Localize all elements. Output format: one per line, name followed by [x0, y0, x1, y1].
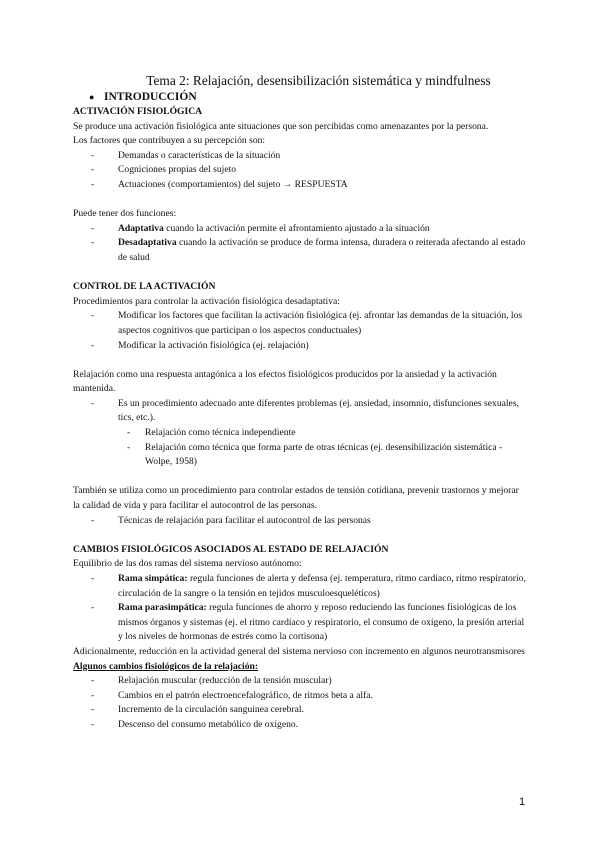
definition: regula funciones de ahorro y reposo reduciendo las funciones fisiológicas de los mismos órganos y sistemas (ej. el ritmo cardíaco y respiratorio, el consumo de oxígeno, la presión arterial y los niveles de hormonas de estrés como la cortisona) — [118, 602, 525, 643]
section-heading-control: CONTROL DE LA ACTIVACIÓN — [73, 281, 216, 293]
list-item: - Cambios en el patrón electroencefalográfico, de ritmos beta a alfa. — [91, 689, 528, 704]
list-item: - Relajación como técnica que forma parte de otras técnicas (ej. desensibilización sistemática -Wolpe, 1958) — [127, 441, 528, 470]
definition: cuando la activación se produce de forma intensa, duradera o reiterada afectando al estado de salud — [118, 237, 526, 263]
list-item: - Relajación como técnica independiente — [127, 426, 528, 441]
paragraph: Puede tener dos funciones: — [73, 208, 177, 220]
definition: cuando la activación permite el afrontamiento ajustado a la situación — [163, 222, 430, 234]
technique-list — [73, 514, 528, 529]
list-item: - Actuaciones (comportamientos) del sujeto → RESPUESTA — [91, 178, 528, 193]
page-number: 1 — [519, 796, 526, 808]
procedure-list — [73, 309, 528, 353]
relaxation-sublist — [73, 426, 528, 470]
paragraph: Se produce una activación fisiológica ante situaciones que son percibidas como amenazantes por la persona. — [73, 120, 489, 132]
term: Desadaptativa — [118, 237, 177, 249]
intro-heading — [89, 90, 528, 105]
changes-list — [73, 674, 528, 732]
list-item: - Relajación muscular (reducción de la tensión muscular) — [91, 674, 528, 689]
list-item: - Cogniciones propias del sujeto — [91, 163, 528, 178]
list-item — [91, 222, 528, 237]
document-page — [73, 72, 528, 733]
term: Rama parasimpática: — [118, 602, 207, 614]
list-item: - Modificar la activación fisiológica (ej. relajación) — [91, 339, 528, 354]
paragraph: También se utiliza como un procedimiento para controlar estados de tensión cotidiana, prevenir trastornos y mejorar la calidad de vida y para facilitar el autocontrol de las personas. — [73, 485, 519, 512]
list-item — [91, 572, 528, 601]
list-item — [91, 601, 528, 645]
list-item: - Incremento de la circulación sanguínea cerebral. — [91, 703, 528, 718]
factor-list — [73, 149, 528, 193]
section-heading-cambios: CAMBIOS FISIOLÓGICOS ASOCIADOS AL ESTADO DE RELAJACIÓN — [73, 543, 389, 555]
intro-label: INTRODUCCIÓN — [104, 91, 197, 103]
paragraph: Procedimientos para controlar la activación fisiológica desadaptativa: — [73, 295, 340, 307]
paragraph: Los factores que contribuyen a su percepción son: — [73, 135, 266, 147]
paragraph: Equilibrio de las dos ramas del sistema nervioso autónomo: — [73, 558, 302, 570]
term: Rama simpática: — [118, 573, 188, 584]
bullet-icon: ● — [89, 92, 95, 102]
document-title: Tema 2: Relajación, desensibilización sistemática y mindfulness — [146, 73, 491, 88]
branch-list — [73, 572, 528, 645]
term: Adaptativa — [118, 222, 164, 234]
function-list — [73, 222, 528, 266]
list-item: - Técnicas de relajación para facilitar el autocontrol de las personas — [91, 514, 528, 529]
subheading-cambios: Algunos cambios fisiológicos de la relajación: — [73, 660, 259, 672]
list-item — [91, 236, 528, 265]
definition: regula funciones de alerta y defensa (ej. temperatura, ritmo cardíaco, ritmo respiratorio, circulación de la sangre o la tensión en tejidos musculoesqueléticos) — [118, 573, 526, 599]
list-item: - Descenso del consumo metabólico de oxígeno. — [91, 718, 528, 733]
relaxation-list — [73, 397, 528, 426]
section-heading-activacion: ACTIVACIÓN FISIOLÓGICA — [73, 106, 203, 117]
list-item: - Modificar los factores que facilitan la activación fisiológica (ej. afrontar las demandas de la situación, los aspectos cognitivos que participan o los aspectos conductuales) — [91, 309, 528, 338]
paragraph: Relajación como una respuesta antagónica a los efectos fisiológicos producidos por la ansiedad y la activación mantenida. — [73, 368, 497, 395]
list-item: - Es un procedimiento adecuado ante diferentes problemas (ej. ansiedad, insomnio, disfunciones sexuales, tics, etc.). — [91, 397, 528, 426]
list-item: - Demandas o características de la situación — [91, 149, 528, 164]
paragraph: Adicionalmente, reducción en la actividad general del sistema nervioso con incremento en algunos neurotransmisores — [73, 645, 525, 657]
